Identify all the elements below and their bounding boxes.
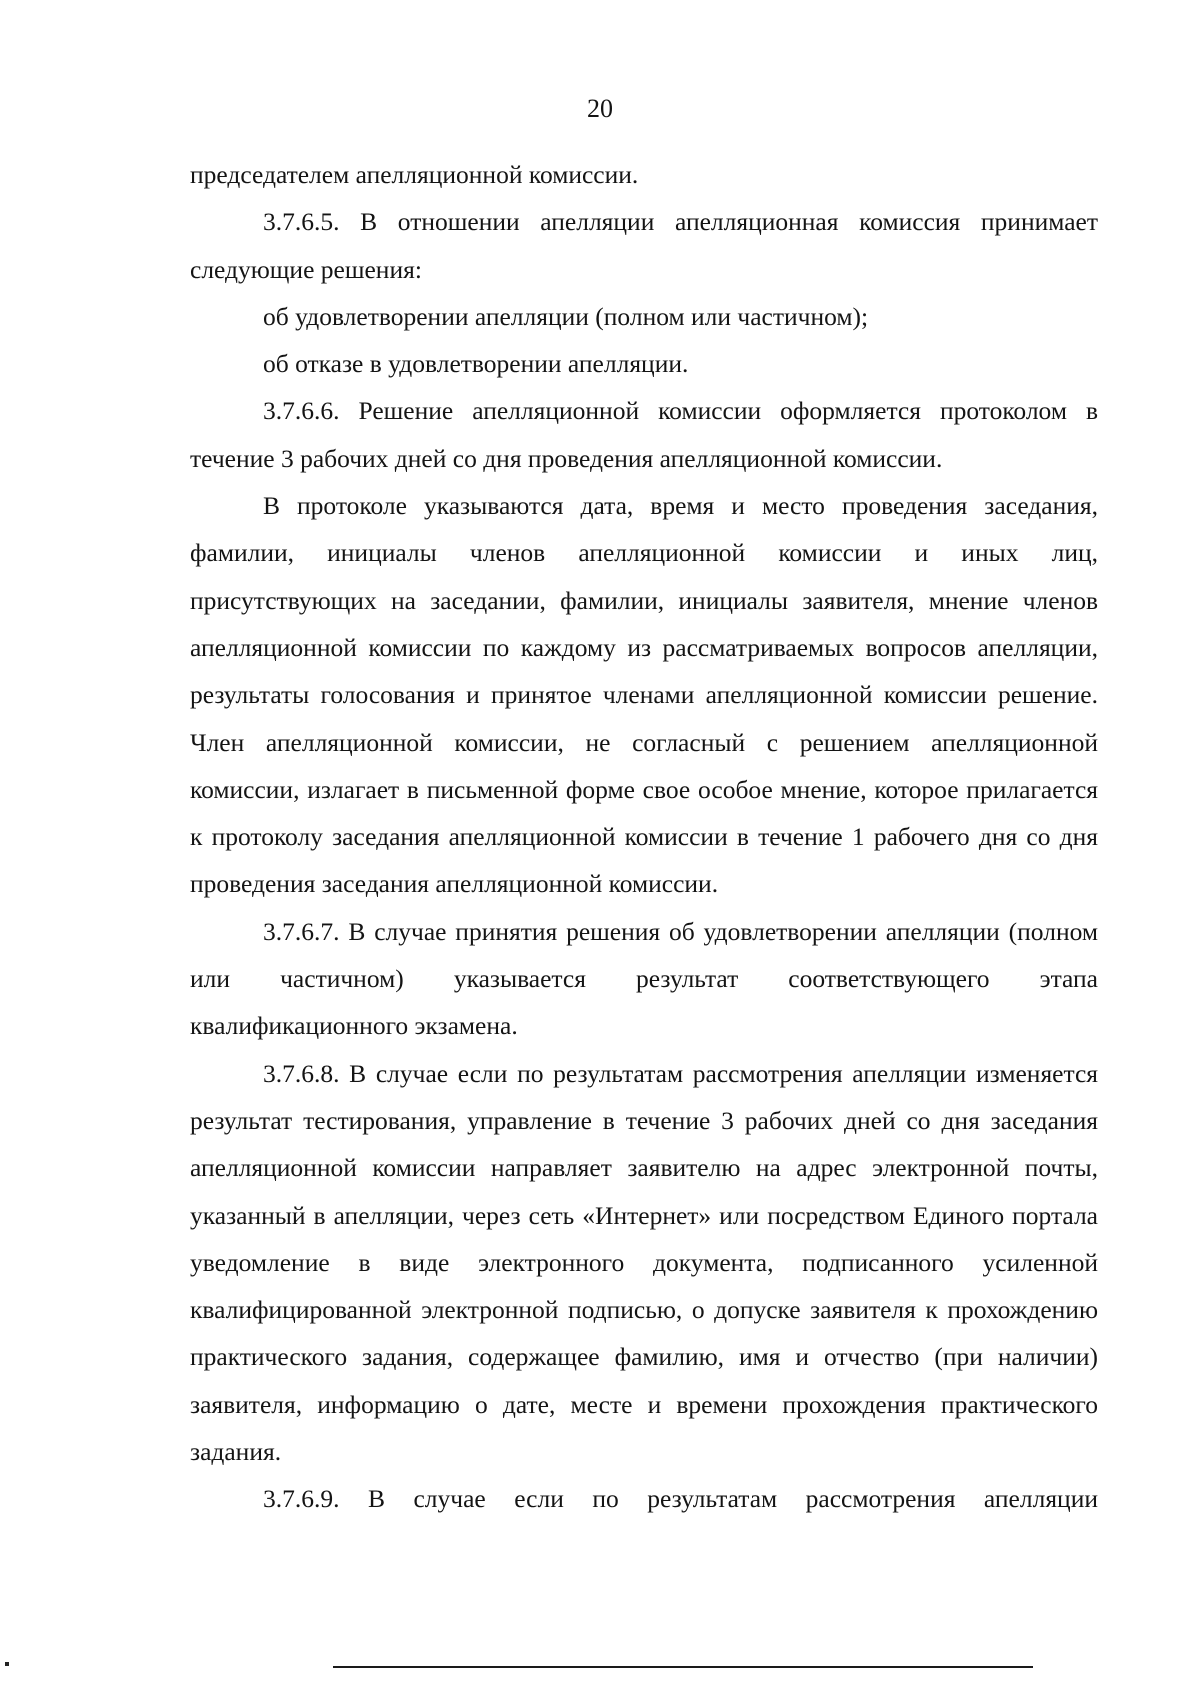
paragraph-3-7-6-8: 3.7.6.8. В случае если по результатам рассмотрения апелляции изменяется результат тестирования, управление в течение 3 рабочих дней со дня заседания апелляционной комиссии направляет заявителю на адрес электронной почты, указанный в апелляции, через сеть «Интернет» или посредством Единого портала уведомление в виде электронного документа, подписанного усиленной квалифицированной электронной подписью, о допуске заявителя к прохождению практического задания, содержащее фамилию, имя и отчество (при наличии) заявителя, информацию о дате, месте и времени прохождения практического задания. — [190, 1058, 1098, 1467]
paragraph-3-7-6-7: 3.7.6.7. В случае принятия решения об удовлетворении апелляции (полном или частичном) указывается результат соответствующего этапа квалификационного экзамена. — [190, 916, 1098, 1041]
paragraph-continuation: председателем апелляционной комиссии. — [190, 160, 639, 189]
scan-mark — [5, 1662, 9, 1666]
paragraph-appeal-denied: об отказе в удовлетворении апелляции. — [263, 349, 689, 379]
paragraph-3-7-6-5: 3.7.6.5. В отношении апелляции апелляционная комиссия принимает следующие решения: — [190, 207, 1098, 284]
paragraph-protocol-contents: В протоколе указываются дата, время и место проведения заседания, фамилии, инициалы членов апелляционной комиссии и иных лиц, присутствующих на заседании, фамилии, инициалы заявителя, мнение членов апелляционной комиссии по каждому из рассматриваемых вопросов апелляции, результаты голосования и принятое членами апелляционной комиссии решение. Член апелляционной комиссии, не согласный с решением апелляционной комиссии, излагает в письменной форме свое особое мнение, которое прилагается к протоколу заседания апелляционной комиссии в течение 1 рабочего дня со дня проведения заседания апелляционной комиссии. — [190, 491, 1098, 899]
paragraph-3-7-6-9: 3.7.6.9. В случае если по результатам рассмотрения апелляции — [263, 1484, 1098, 1514]
page-number: 20 — [587, 94, 613, 123]
document-body — [190, 151, 1098, 1523]
paragraph-appeal-granted: об удовлетворении апелляции (полном или частичном); — [263, 301, 869, 331]
paragraph-3-7-6-6: 3.7.6.6. Решение апелляционной комиссии оформляется протоколом в течение 3 рабочих дней со дня проведения апелляционной комиссии. — [190, 396, 1098, 473]
footer-divider — [333, 1666, 1033, 1668]
